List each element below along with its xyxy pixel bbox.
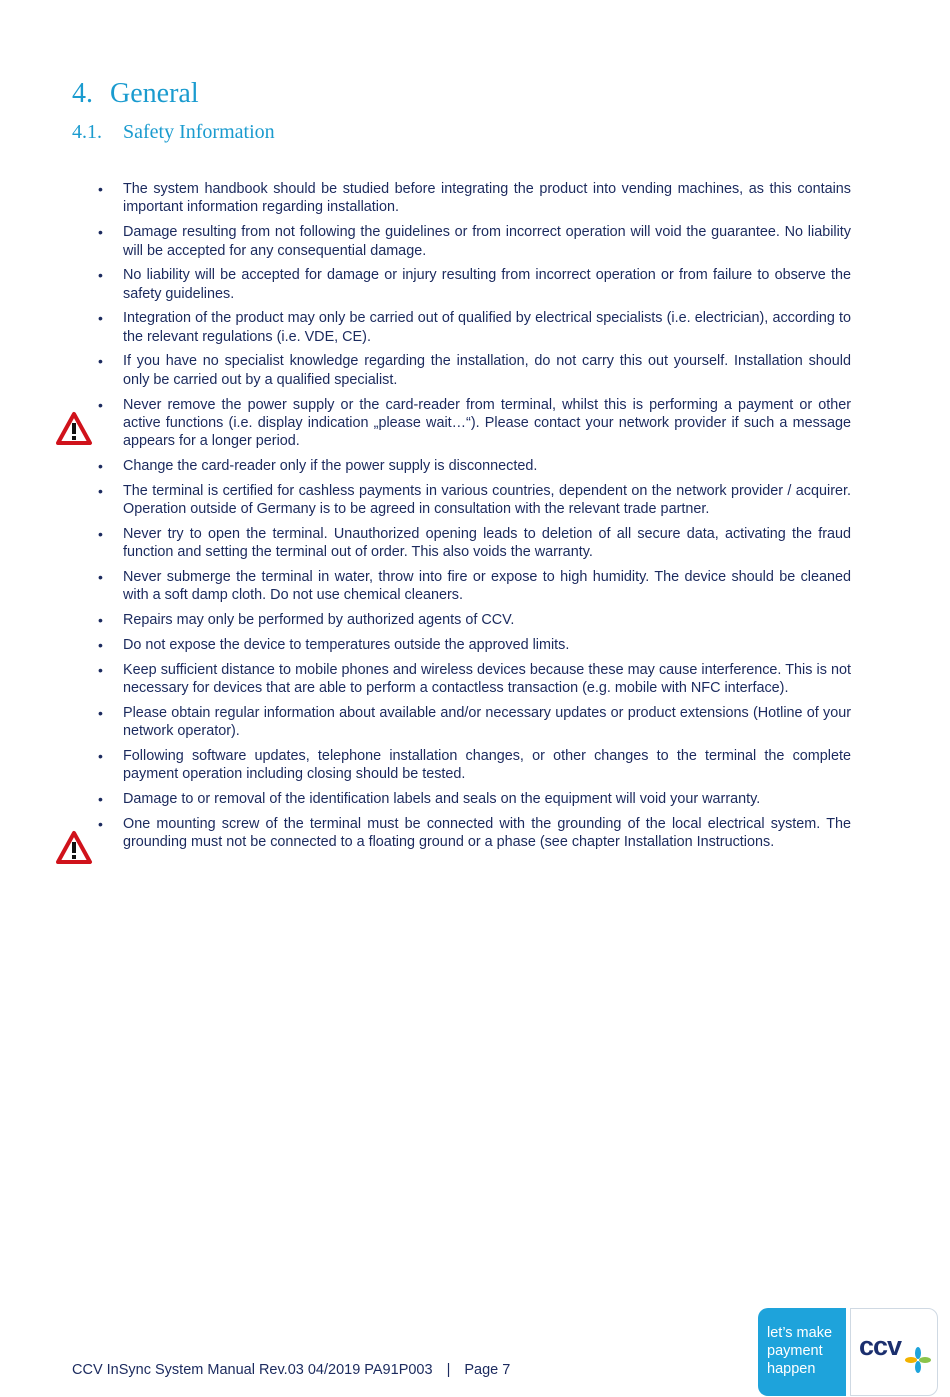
footer-page-number: Page 7 bbox=[464, 1362, 511, 1378]
page-footer bbox=[72, 1362, 510, 1378]
section-title: General bbox=[110, 78, 199, 109]
list-item-text: Please obtain regular information about available and/or necessary updates or product extensions (Hotline of your network operator). bbox=[123, 704, 851, 740]
list-item-text: If you have no specialist knowledge regarding the installation, do not carry this out yourself. Installation should only be carried out by a qualified specialist. bbox=[123, 353, 851, 388]
list-item-text: No liability will be accepted for damage or injury resulting from incorrect operation or from failure to observe the safety guidelines. bbox=[123, 267, 851, 302]
list-item-text: Never try to open the terminal. Unauthorized opening leads to deletion of all secure data, activating the fraud function and setting the terminal out of order. This also voids the warranty. bbox=[123, 525, 851, 561]
list-item bbox=[98, 747, 851, 784]
list-item bbox=[98, 525, 851, 562]
list-item-text: Never remove the power supply or the card-reader from terminal, whilst this is performing a payment or other active functions (i.e. display indication „please wait…“). Please contact your network provider if such a message appears for a longer period. bbox=[123, 396, 851, 450]
ccv-wordmark: ccv bbox=[859, 1331, 902, 1361]
ccv-logo bbox=[850, 1308, 938, 1396]
list-item bbox=[98, 568, 851, 605]
footer-doc-title: CCV InSync System Manual Rev.03 04/2019 PA91P003 bbox=[72, 1362, 433, 1378]
warning-triangle-icon bbox=[55, 411, 93, 447]
list-item-text: Repairs may only be performed by authorized agents of CCV. bbox=[123, 612, 515, 629]
list-item bbox=[98, 309, 851, 346]
bullet: • bbox=[98, 612, 103, 629]
list-item bbox=[98, 704, 851, 741]
list-item bbox=[98, 482, 851, 519]
list-item-text: Never submerge the terminal in water, throw into fire or expose to high humidity. The device should be cleaned with a soft damp cloth. Do not use chemical cleaners. bbox=[123, 568, 851, 604]
section-heading bbox=[72, 78, 199, 110]
list-item-text: Damage resulting from not following the guidelines or from incorrect operation will void the guarantee. No liability will be accepted for any consequential damage. bbox=[123, 224, 851, 259]
bullet: • bbox=[98, 661, 103, 678]
bullet: • bbox=[98, 353, 103, 370]
footer-separator: | bbox=[446, 1362, 451, 1378]
list-item-text: Integration of the product may only be carried out of qualified by electrical specialists (i.e. electrician), according to the relevant regulations (i.e. VDE, CE). bbox=[123, 310, 851, 345]
list-item-text: One mounting screw of the terminal must be connected with the grounding of the local electrical system. The grounding must not be connected to a floating ground or a phase (see chapter Installation Instructions. bbox=[123, 815, 851, 850]
safety-list bbox=[98, 180, 851, 858]
bullet: • bbox=[98, 525, 103, 542]
list-item bbox=[98, 180, 851, 217]
bullet: • bbox=[98, 790, 103, 807]
bullet: • bbox=[98, 396, 103, 413]
section-number: 4. bbox=[72, 78, 93, 109]
list-item-text: Following software updates, telephone installation changes, or other changes to the terminal the complete payment operation including closing should be tested. bbox=[123, 747, 851, 783]
subsection-title: Safety Information bbox=[123, 121, 275, 143]
list-item bbox=[98, 266, 851, 303]
list-item bbox=[98, 636, 851, 654]
list-item bbox=[98, 815, 851, 852]
subsection-number: 4.1. bbox=[72, 121, 102, 143]
warning-triangle-icon bbox=[55, 830, 93, 866]
bullet: • bbox=[98, 815, 103, 832]
list-item-text: The terminal is certified for cashless payments in various countries, dependent on the network provider / acquirer. Operation outside of Germany is to be agreed in consultation with the relevant trade partner. bbox=[123, 482, 851, 518]
bullet: • bbox=[98, 636, 103, 653]
list-item-text: The system handbook should be studied before integrating the product into vending machines, as this contains important information regarding installation. bbox=[123, 181, 851, 216]
subsection-heading bbox=[72, 121, 275, 144]
list-item bbox=[98, 790, 851, 808]
slogan-line: payment bbox=[767, 1343, 823, 1359]
bullet: • bbox=[98, 747, 103, 764]
bullet: • bbox=[98, 704, 103, 721]
list-item-text: Damage to or removal of the identification labels and seals on the equipment will void your warranty. bbox=[123, 790, 761, 807]
list-item-text: Change the card-reader only if the power supply is disconnected. bbox=[123, 458, 538, 475]
slogan-line: let’s make bbox=[767, 1325, 833, 1341]
bullet: • bbox=[98, 267, 103, 284]
list-item bbox=[98, 396, 851, 451]
bullet: • bbox=[98, 568, 103, 585]
list-item bbox=[98, 661, 851, 698]
slogan-badge bbox=[758, 1308, 846, 1396]
bullet: • bbox=[98, 224, 103, 241]
list-item bbox=[98, 611, 851, 629]
list-item bbox=[98, 457, 851, 475]
bullet: • bbox=[98, 310, 103, 327]
list-item-text: Keep sufficient distance to mobile phones and wireless devices because these may cause interference. This is not necessary for devices that are able to perform a contactless transaction (e.g. mobile with NFC interface). bbox=[123, 661, 851, 696]
list-item-text: Do not expose the device to temperatures outside the approved limits. bbox=[123, 636, 570, 653]
slogan-line: happen bbox=[767, 1361, 816, 1377]
bullet: • bbox=[98, 482, 103, 499]
bullet: • bbox=[98, 181, 103, 197]
list-item bbox=[98, 223, 851, 260]
list-item bbox=[98, 352, 851, 389]
bullet: • bbox=[98, 458, 103, 475]
ccv-flower-icon bbox=[903, 1345, 933, 1375]
